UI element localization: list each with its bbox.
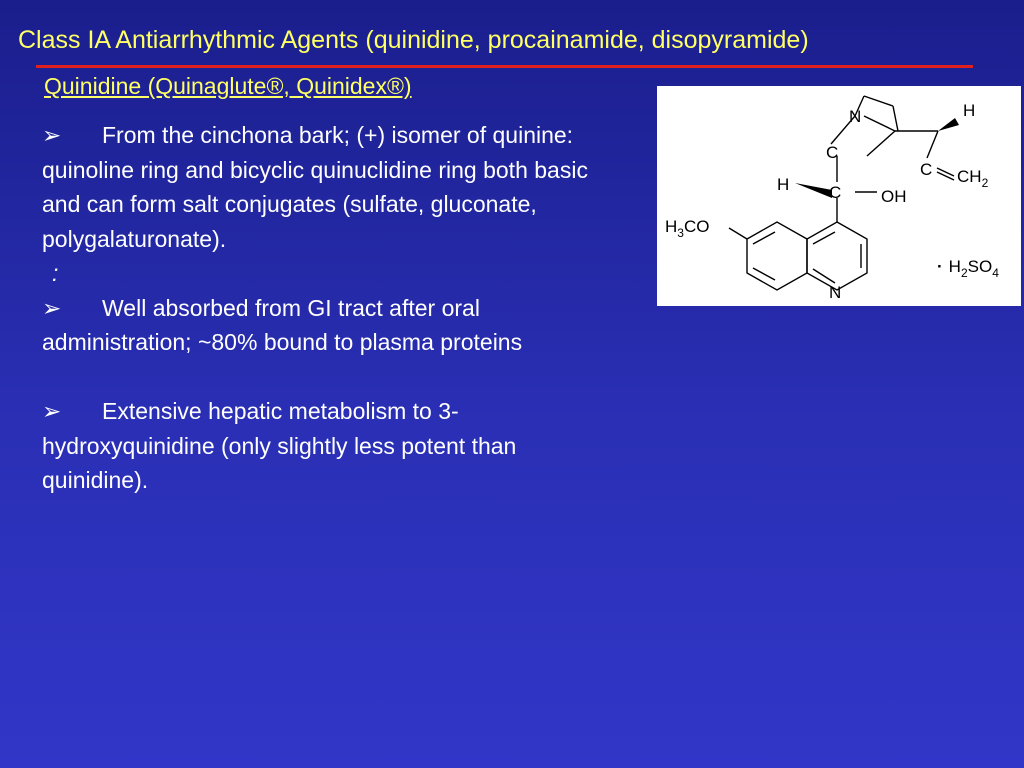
atom-h3co (665, 217, 709, 240)
atom-ch-subscript: 2 (981, 176, 989, 190)
bullet-item (42, 394, 622, 498)
atom-n-top: N (849, 107, 862, 126)
salt-label (937, 257, 999, 280)
atom-c-upper: C (826, 143, 839, 162)
salt-h: H (948, 257, 961, 276)
salt-dot: · (937, 257, 943, 276)
title-divider (36, 65, 973, 68)
salt-so-subscript: 4 (992, 266, 999, 280)
atom-h3-subscript: 3 (677, 226, 684, 240)
chemical-structure-diagram (657, 86, 1021, 306)
atom-oh: OH (881, 187, 907, 206)
salt-so: SO (967, 257, 993, 276)
quinidine-structure-image (657, 86, 1021, 306)
arrow-bullet-icon: ➢ (42, 398, 62, 424)
slide-subtitle: Quinidine (Quinaglute®, Quinidex®) (44, 73, 412, 99)
arrow-bullet-icon: ➢ (42, 294, 62, 321)
salt-h-subscript: 2 (960, 266, 968, 280)
spacer (42, 360, 622, 395)
bullet-item (42, 118, 622, 256)
bullet-list (42, 118, 622, 498)
atom-co: CO (683, 217, 710, 236)
atom-h-left: H (777, 175, 790, 194)
bullet-text: Extensive hepatic metabolism to 3-hydroxyquinidine (only slightly less potent than quinidine). (42, 398, 517, 493)
bullet-item (42, 291, 622, 360)
bullet-text: Well absorbed from GI tract after oral administration; ~80% bound to plasma proteins (42, 294, 523, 355)
slide-title: Class IA Antiarrhythmic Agents (quinidine, procainamide, disopyramide) (18, 26, 809, 54)
atom-ch-main: CH (957, 167, 982, 186)
atom-h3: H (665, 217, 678, 236)
arrow-bullet-icon: ➢ (42, 122, 62, 148)
atom-c-vinyl: C (920, 160, 933, 179)
separator-mark: : (52, 260, 59, 286)
atom-c-center: C (829, 183, 842, 202)
atom-ch (957, 167, 989, 190)
bullet-text: From the cinchona bark; (+) isomer of quinine: quinoline ring and bicyclic quinuclidine ring both basic and can form salt conjugates (sulfate, gluconate, polygalaturonate). (42, 122, 588, 252)
atom-n-ring: N (829, 283, 842, 302)
atom-h-top: H (963, 101, 976, 120)
